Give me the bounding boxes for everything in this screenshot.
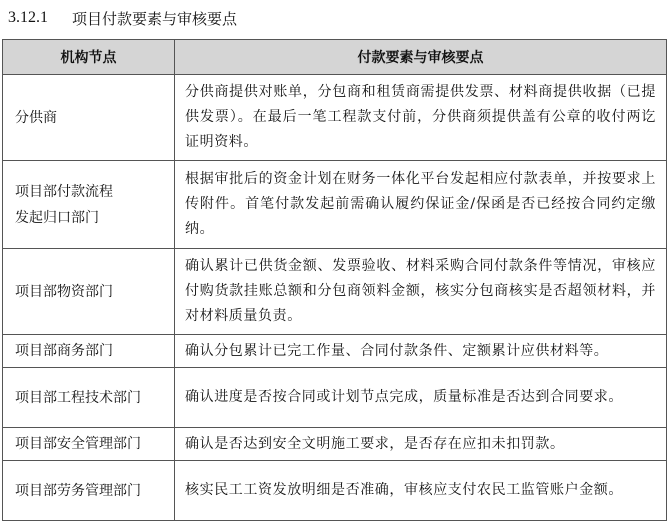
- desc-cell: 分供商提供对账单，分包商和租赁商需提供发票、材料商提供收据（已提供发票）。在最后一笔工程款支付前，分供商须提供盖有公章的收付两讫证明资料。: [175, 75, 667, 161]
- org-cell-line: 发起归口部门: [15, 209, 99, 226]
- table-header-row: [3, 40, 667, 75]
- header-payment-elements: 付款要素与审核要点: [175, 40, 667, 75]
- org-cell: 分供商: [3, 75, 175, 161]
- section-title: 项目付款要素与审核要点: [72, 9, 238, 28]
- header-org-node: 机构节点: [3, 40, 175, 75]
- payment-elements-table-container: [2, 39, 666, 521]
- org-cell: [3, 161, 175, 249]
- section-number: 3.12.1: [8, 9, 48, 26]
- table-row: [3, 75, 667, 161]
- org-cell: 项目部物资部门: [3, 249, 175, 335]
- org-cell: 项目部商务部门: [3, 335, 175, 368]
- org-cell: 项目部安全管理部门: [3, 428, 175, 461]
- table-row: [3, 161, 667, 249]
- desc-cell: 确认分包累计已完工作量、合同付款条件、定额累计应供材料等。: [175, 335, 667, 368]
- payment-elements-table: [2, 39, 667, 521]
- table-row: [3, 428, 667, 461]
- org-cell-line: 项目部付款流程: [15, 183, 113, 200]
- desc-cell: 确认是否达到安全文明施工要求，是否存在应扣未扣罚款。: [175, 428, 667, 461]
- desc-cell: 核实民工工资发放明细是否准确，审核应支付农民工监管账户金额。: [175, 461, 667, 521]
- table-row: [3, 335, 667, 368]
- section-heading: [8, 5, 237, 31]
- desc-cell: 确认累计已供货金额、发票验收、材料采购合同付款条件等情况，审核应付购货款挂账总额和分包商领料金额，核实分包商核实是否超领材料，并对材料质量负责。: [175, 249, 667, 335]
- desc-cell: 确认进度是否按合同或计划节点完成，质量标准是否达到合同要求。: [175, 368, 667, 428]
- org-cell: 项目部工程技术部门: [3, 368, 175, 428]
- table-row: [3, 368, 667, 428]
- table-row: [3, 249, 667, 335]
- org-cell: 项目部劳务管理部门: [3, 461, 175, 521]
- table-row: [3, 461, 667, 521]
- desc-cell: 根据审批后的资金计划在财务一体化平台发起相应付款表单，并按要求上传附件。首笔付款发起前需确认履约保证金/保函是否已经按合同约定缴纳。: [175, 161, 667, 249]
